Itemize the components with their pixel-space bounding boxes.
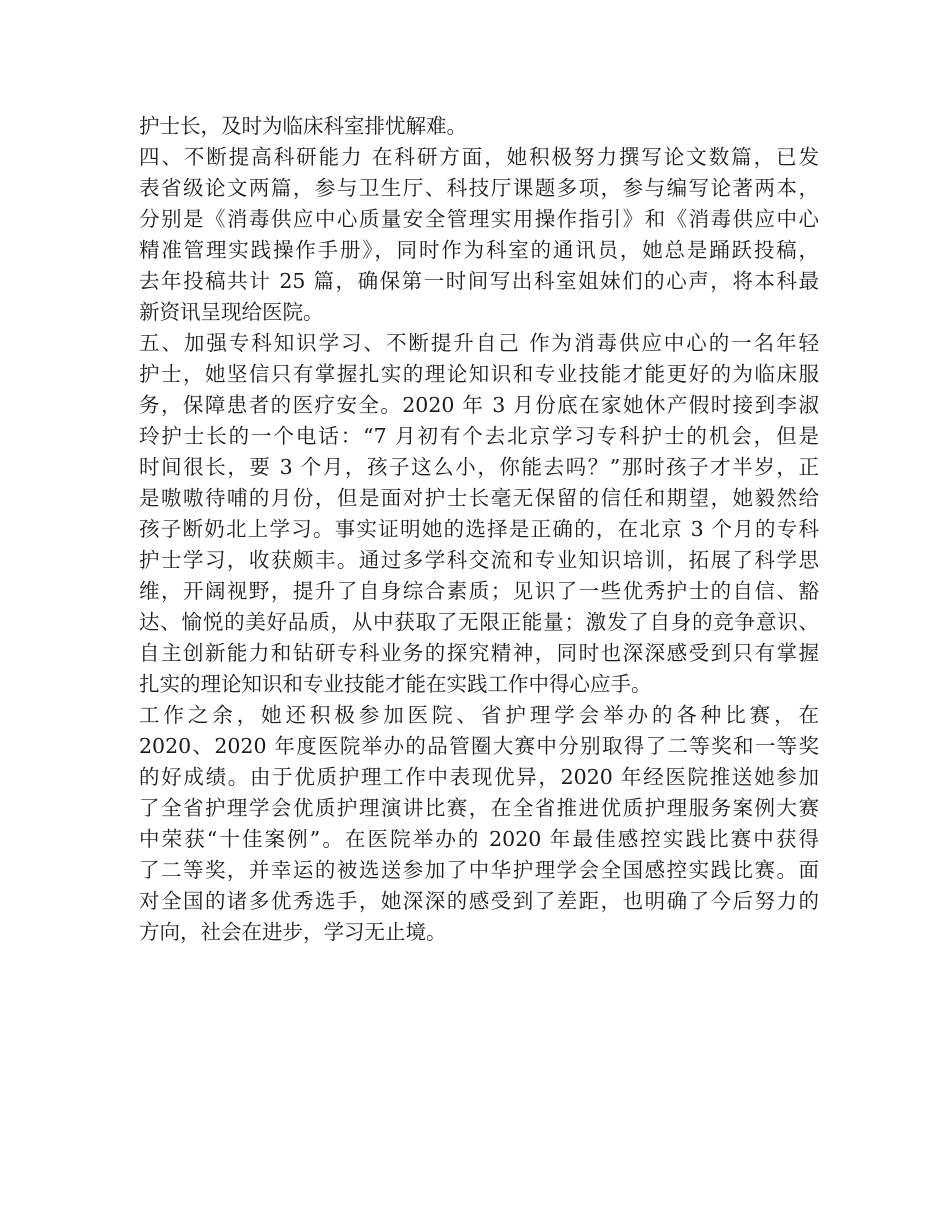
- text-line: 2020、2020 年度医院举办的品管圈大赛中分别取得了二等奖和一等奖: [139, 734, 819, 758]
- text-line: 了全省护理学会优质护理演讲比赛，在全省推进优质护理服务案例大赛: [139, 796, 819, 820]
- text-line: 时间很长，要 3 个月，孩子这么小，你能去吗？”那时孩子才半岁，正: [139, 455, 819, 479]
- text-line: 新资讯呈现给医院。: [139, 300, 324, 324]
- text-line: 孩子断奶北上学习。事实证明她的选择是正确的，在北京 3 个月的专科: [139, 517, 819, 541]
- text-line: 工作之余，她还积极参加医院、省护理学会举办的各种比赛，在: [139, 703, 819, 727]
- text-line: 了二等奖，并幸运的被选送参加了中华护理学会全国感控实践比赛。面: [139, 858, 819, 882]
- text-line: 分别是《消毒供应中心质量安全管理实用操作指引》和《消毒供应中心: [139, 207, 819, 231]
- document-body: [139, 111, 819, 948]
- text-line: 中荣获“十佳案例”。在医院举办的 2020 年最佳感控实践比赛中获得: [139, 827, 819, 851]
- text-line: 去年投稿共计 25 篇，确保第一时间写出科室姐妹们的心声，将本科最: [139, 269, 819, 293]
- text-line: 精准管理实践操作手册》，同时作为科室的通讯员，她总是踊跃投稿，: [139, 238, 819, 262]
- text-line: 对全国的诸多优秀选手，她深深的感受到了差距，也明确了今后努力的: [139, 889, 819, 913]
- text-line: 五、加强专科知识学习、不断提升自己 作为消毒供应中心的一名年轻: [139, 331, 819, 355]
- text-line: 护士长，及时为临床科室排忧解难。: [139, 114, 467, 138]
- text-line: 玲护士长的一个电话：“7 月初有个去北京学习专科护士的机会，但是: [139, 424, 819, 448]
- text-line: 的好成绩。由于优质护理工作中表现优异，2020 年经医院推送她参加: [139, 765, 819, 789]
- text-line: 四、不断提高科研能力 在科研方面，她积极努力撰写论文数篇，已发: [139, 145, 819, 169]
- text-line: 维，开阔视野，提升了自身综合素质；见识了一些优秀护士的自信、豁: [139, 579, 819, 603]
- text-line: 务，保障患者的医疗安全。2020 年 3 月份底在家她休产假时接到李淑: [139, 393, 819, 417]
- text-line: 方向，社会在进步，学习无止境。: [139, 920, 447, 944]
- text-line: 是嗷嗷待哺的月份，但是面对护士长毫无保留的信任和期望，她毅然给: [139, 486, 819, 510]
- text-line: 达、愉悦的美好品质，从中获取了无限正能量；激发了自身的竞争意识、: [139, 610, 819, 634]
- text-line: 护士学习，收获颇丰。通过多学科交流和专业知识培训，拓展了科学思: [139, 548, 819, 572]
- text-line: 自主创新能力和钻研专科业务的探究精神，同时也深深感受到只有掌握: [139, 641, 819, 665]
- text-line: 表省级论文两篇，参与卫生厅、科技厅课题多项，参与编写论著两本，: [139, 176, 819, 200]
- text-line: 扎实的理论知识和专业技能才能在实践工作中得心应手。: [139, 672, 652, 696]
- text-line: 护士，她坚信只有掌握扎实的理论知识和专业技能才能更好的为临床服: [139, 362, 819, 386]
